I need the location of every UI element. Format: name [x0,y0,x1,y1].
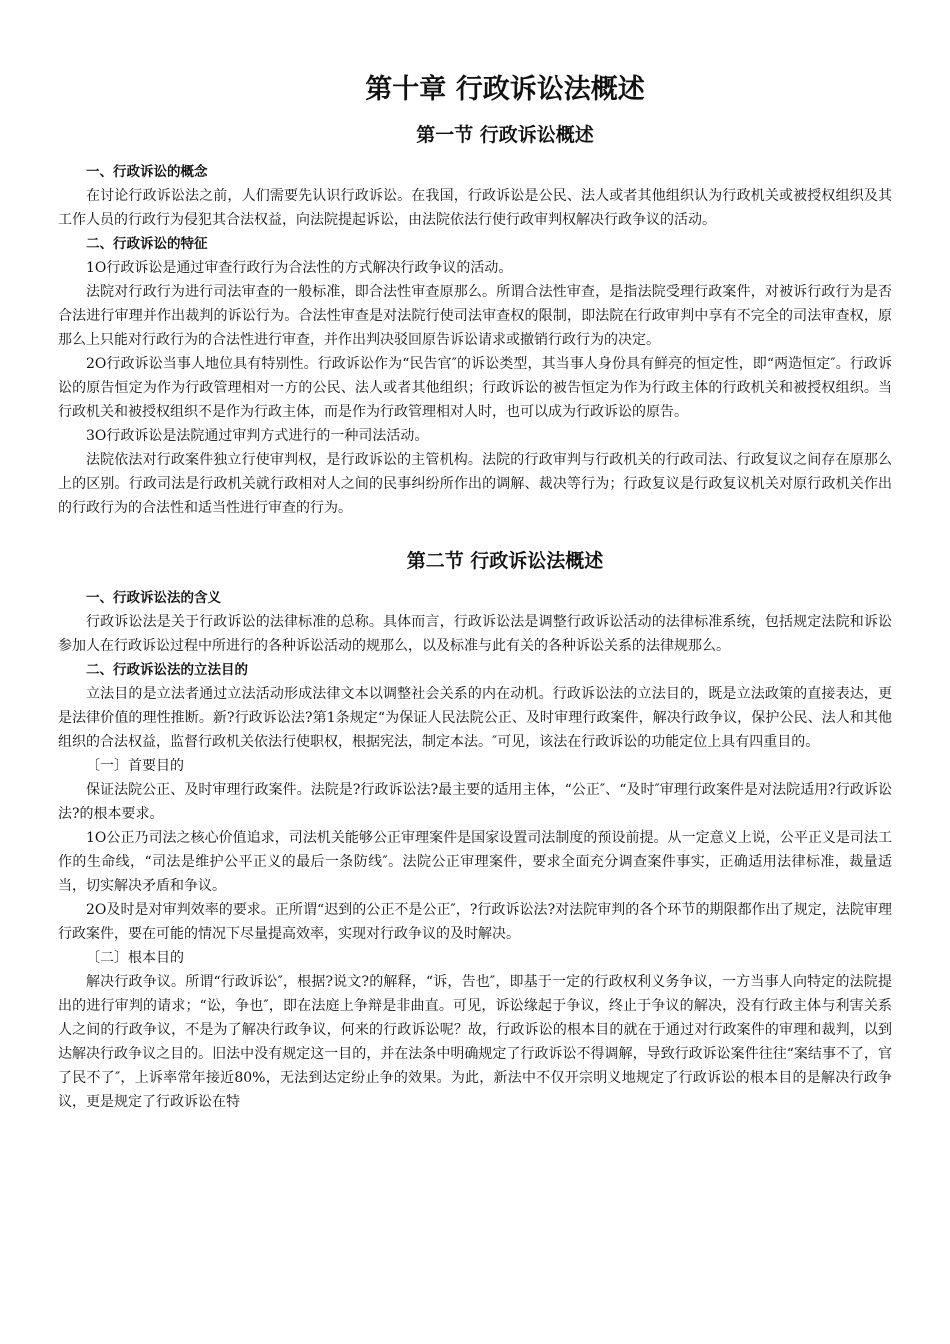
section-2-paragraph-1: 行政诉讼法是关于行政诉讼的法律标准的总称。具体而言，行政诉讼法是调整行政诉讼活动的法律标准系统，包括规定法院和诉讼参加人在行政诉讼过程中所进行的各种诉讼活动的规那么，以及标准与此有关的各种诉讼关系的法律规那么。 [58,614,892,654]
section-2-paragraph-6: 解决行政争议。所谓“行政诉讼″，根据?说文?的解释，“诉，告也″，即基于一定的行政权利义务争议，一方当事人向特定的法院提出的进行审判的请求；“讼，争也″，即在法庭上争辩是非曲直。可见，诉讼缘起于争议，终止于争议的解决，没有行政主体与利害关系人之间的行政争议，不是为了解决行政争议，何来的行政诉讼呢？故，行政诉讼的根本目的就在于通过对行政案件的审理和裁判，以到达解决行政争议之目的。旧法中没有规定这一目的，并在法条中明确规定了行政诉讼不得调解，导致行政诉讼案件往往“案结事不了，官了民不了″，上诉率常年接近80%，无法到达定纷止争的效果。为此，新法中不仅开宗明义地规定了行政诉讼的根本目的是解决行政争议，更是规定了行政诉讼在特 [58,974,892,1110]
section-1-heading-2: 二、行政诉讼的特征 [86,236,208,252]
document-page [58,60,892,1114]
section-1-paragraph-1: 在讨论行政诉讼法之前，人们需要先认识行政诉讼。在我国，行政诉讼是公民、法人或者其他组织认为行政机关或被授权组织及其工作人员的行政行为侵犯其合法权益，向法院提起诉讼，由法院依法行使行政审判权解决行政争议的活动。 [58,188,892,228]
section-1-paragraph-3: 法院对行政行为进行司法审查的一般标准，即合法性审查原那么。所谓合法性审查，是指法院受理行政案件，对被诉行政行为是否合法进行审理并作出裁判的诉讼行为。合法性审查是对法院行使司法审查权的限制，即法院在行政审判中享有不完全的司法审查权，原那么上只能对行政行为的合法性进行审查，并作出判决驳回原告诉讼请求或撤销行政行为的决定。 [58,284,892,348]
section-1-heading-1: 一、行政诉讼的概念 [86,164,208,180]
section-1-paragraph-2: 1O行政诉讼是通过审查行政行为合法性的方式解决行政争议的活动。 [86,260,513,276]
section-2-heading-1: 一、行政诉讼法的含义 [86,590,221,606]
section-2-title: 第二节 行政诉讼法概述 [406,550,604,572]
section-2-paragraph-2: 立法目的是立法者通过立法活动形成法律文本以调整社会关系的内在动机。行政诉讼法的立法目的，既是立法政策的直接表达，更是法律价值的理性推断。新?行政诉讼法?第1条规定“为保证人民法院公正、及时审理行政案件，解决行政争议，保护公民、法人和其他组织的合法权益，监督行政机关依法行使职权，根据宪法，制定本法。″可见，该法在行政诉讼的功能定位上具有四重目的。 [58,686,892,750]
chapter-title: 第十章 行政诉讼法概述 [365,74,645,105]
section-2-paragraph-5: 2O及时是对审判效率的要求。正所谓“迟到的公正不是公正″，?行政诉讼法?对法院审判的各个环节的期限都作出了规定，法院审理行政案件，要在可能的情况下尽量提高效率，实现对行政争议的及时解决。 [58,902,892,942]
section-1-paragraph-4: 2O行政诉讼当事人地位具有特别性。行政诉讼作为“民告官″的诉讼类型，其当事人身份具有鲜亮的恒定性，即“两造恒定″。行政诉讼的原告恒定为作为行政管理相对一方的公民、法人或者其他组织；行政诉讼的被告恒定为作为行政主体的行政机关和被授权组织。当行政机关和被授权组织不是作为行政主体，而是作为行政管理相对人时，也可以成为行政诉讼的原告。 [58,356,892,420]
section-1-title: 第一节 行政诉讼概述 [416,124,594,146]
section-1-paragraph-6: 法院依法对行政案件独立行使审判权，是行政诉讼的主管机构。法院的行政审判与行政机关的行政司法、行政复议之间存在原那么上的区别。行政司法是行政机关就行政相对人之间的民事纠纷所作出的调解、裁决等行为；行政复议是行政复议机关对原行政机关作出的行政行为的合法性和适当性进行审查的行为。 [58,452,892,516]
section-2-paragraph-3: 保证法院公正、及时审理行政案件。法院是?行政诉讼法?最主要的适用主体，“公正″、“及时″审理行政案件是对法院适用?行政诉讼法?的根本要求。 [58,782,892,822]
section-2-minor-heading-2: 〔二〕根本目的 [86,950,184,966]
section-1-paragraph-5: 3O行政诉讼是法院通过审判方式进行的一种司法活动。 [86,428,429,444]
section-2-minor-heading-1: 〔一〕首要目的 [86,758,184,774]
section-2-paragraph-4: 1O公正乃司法之核心价值追求，司法机关能够公正审理案件是国家设置司法制度的预设前提。从一定意义上说，公平正义是司法工作的生命线，“司法是维护公平正义的最后一条防线″。法院公正审理案件，要求全面充分调查案件事实，正确适用法律标准，裁量适当，切实解决矛盾和争议。 [58,830,892,894]
section-2-heading-2: 二、行政诉讼法的立法目的 [86,662,248,678]
